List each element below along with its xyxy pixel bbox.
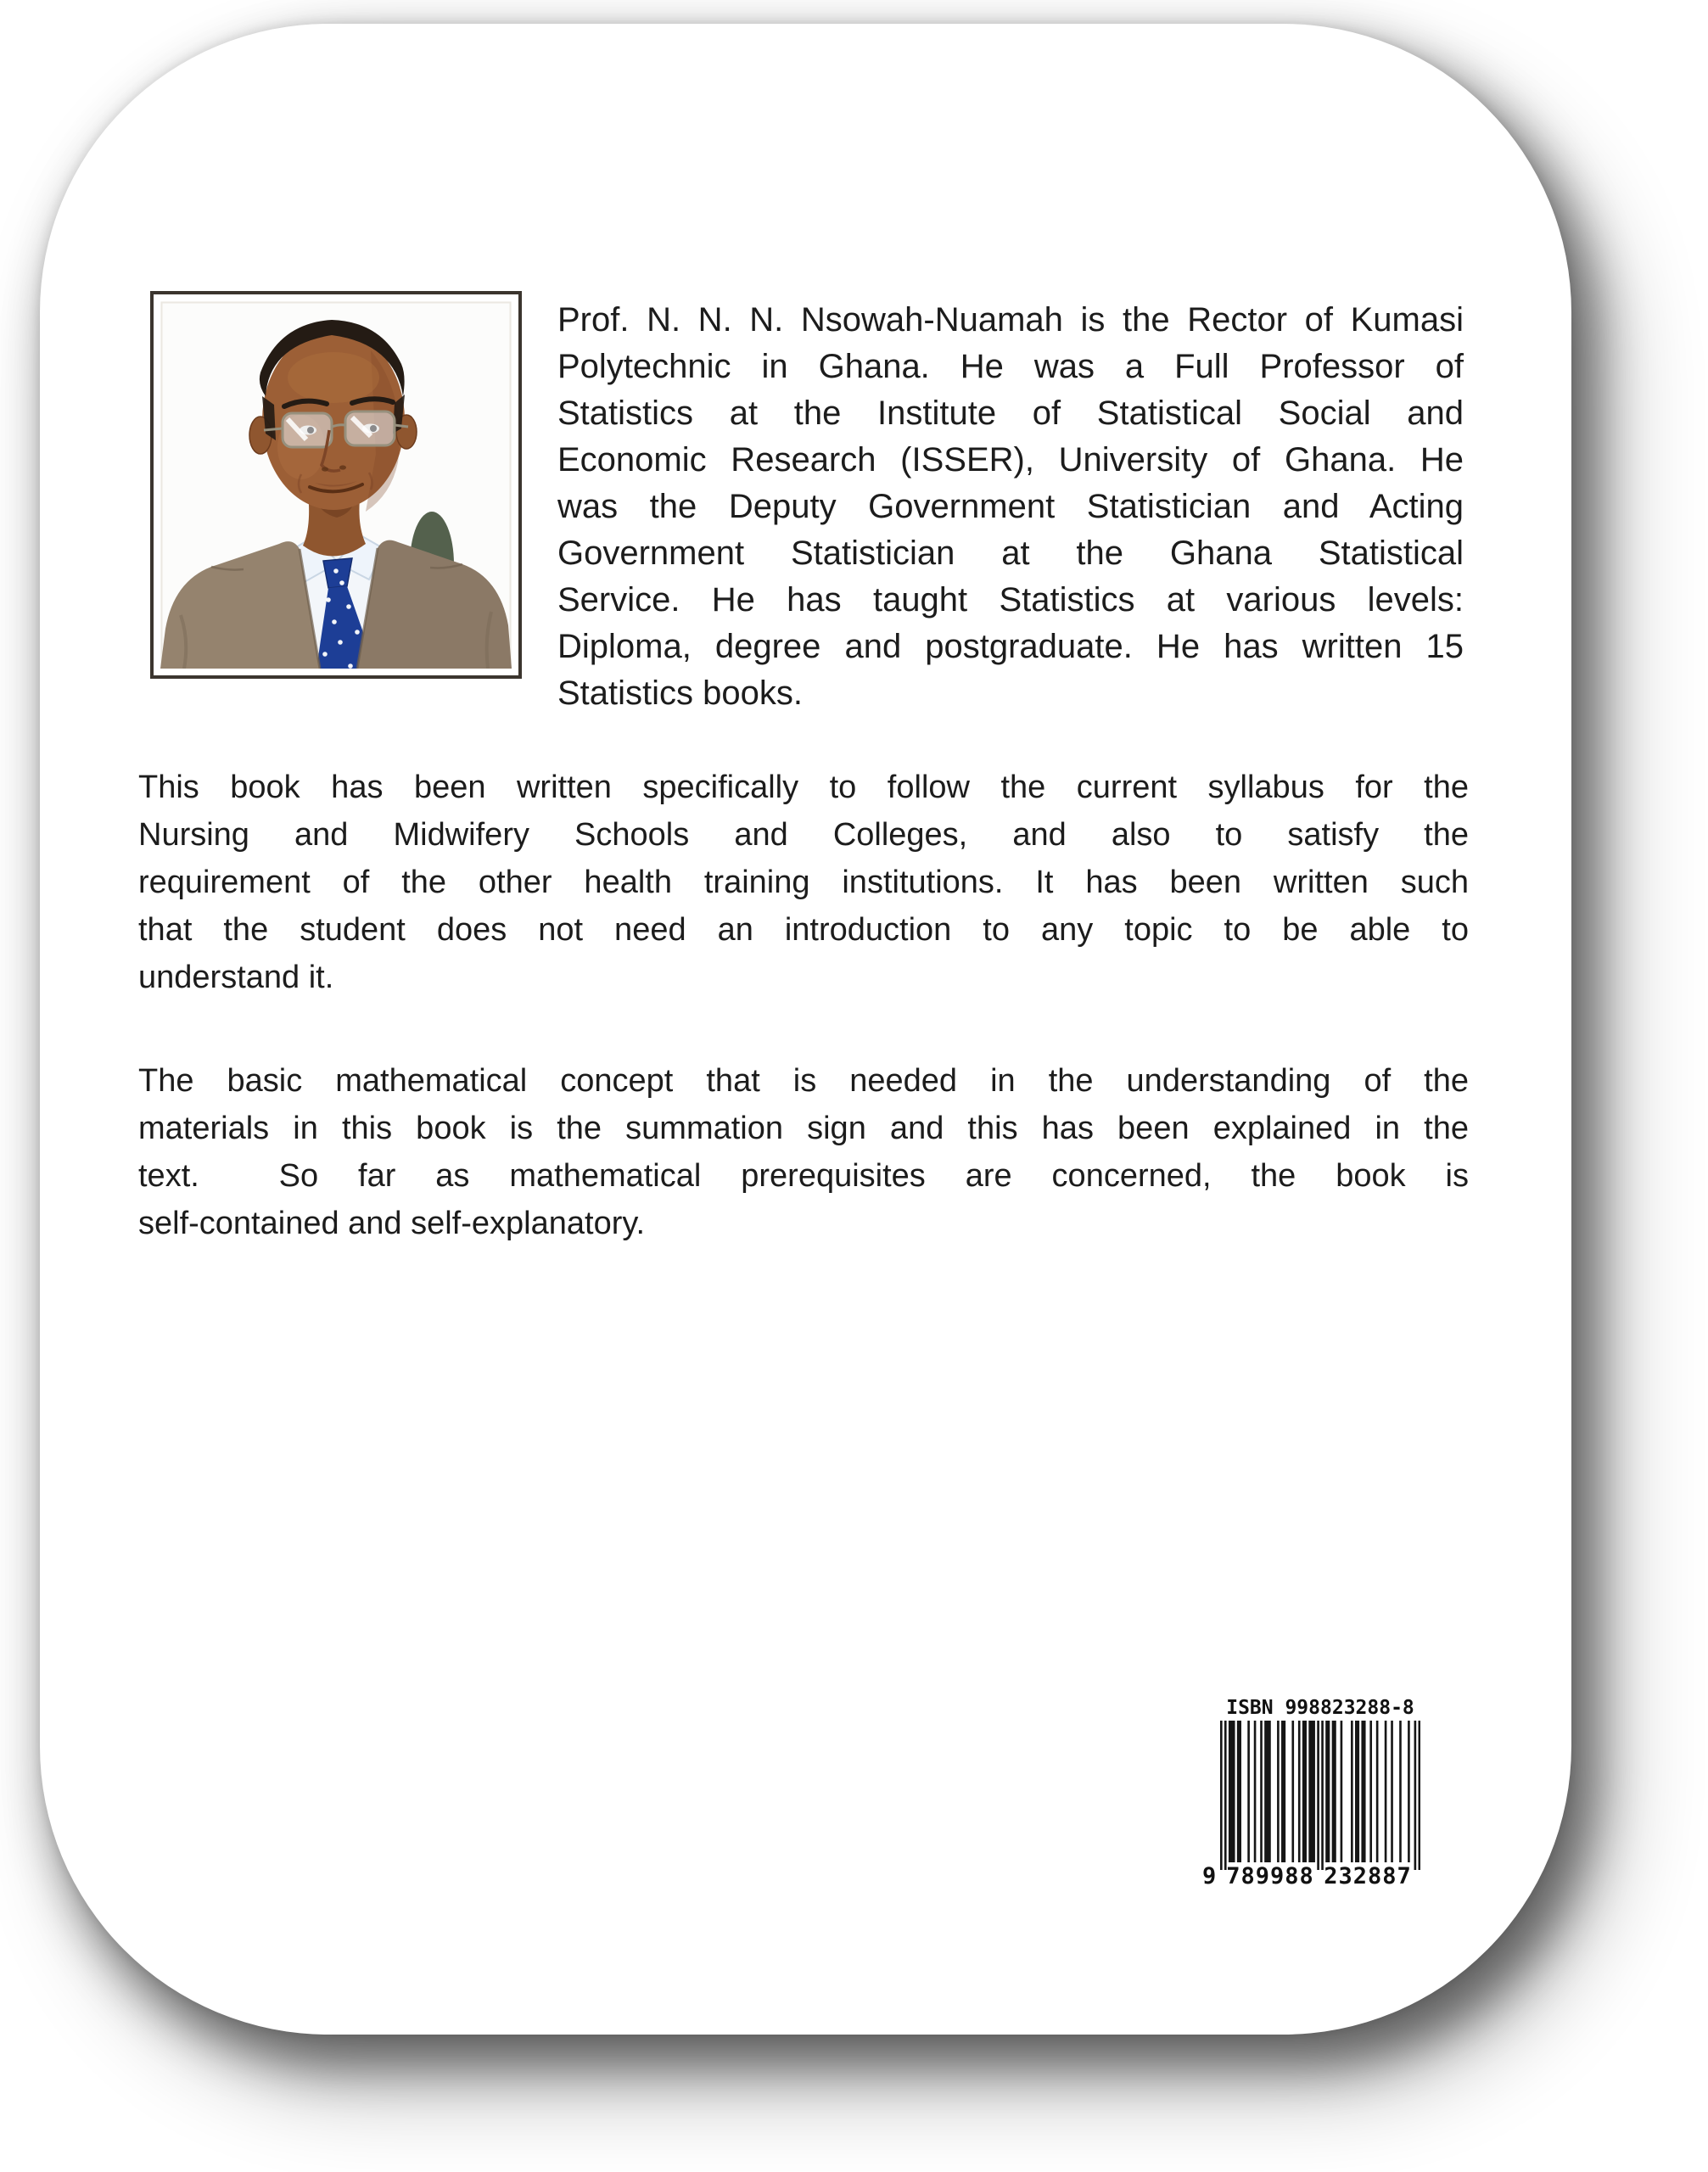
paragraph-book-purpose — [138, 764, 1469, 1001]
barcode-bar — [1321, 1721, 1324, 1870]
book-back-cover-card — [40, 24, 1571, 2035]
barcode-bar — [1302, 1721, 1307, 1862]
barcode-bar — [1277, 1721, 1280, 1862]
barcode-bar — [1414, 1721, 1417, 1870]
text-line: self-contained and self-explanatory. — [138, 1206, 646, 1241]
ean-left-group: 789988 — [1226, 1863, 1314, 1889]
barcode-bar — [1247, 1721, 1250, 1862]
barcode-bar — [1361, 1721, 1365, 1862]
text-line: Polytechnic in Ghana. He was a Full Professor of — [557, 348, 1464, 385]
text-line: Prof. N. N. N. Nsowah-Nuamah is the Rector of Kumasi — [557, 301, 1464, 339]
text-line: text. So far as mathematical prerequisites are concerned, the book is — [138, 1158, 1469, 1194]
text-line: The basic mathematical concept that is needed in the understanding of the — [138, 1063, 1469, 1099]
author-bio — [557, 297, 1464, 717]
barcode-bar — [1317, 1721, 1319, 1870]
ean-right-group: 232887 — [1324, 1863, 1412, 1889]
barcode-bar — [1254, 1721, 1257, 1862]
barcode-bar — [1355, 1721, 1359, 1862]
text-line: Statistics at the Institute of Statistical Social and — [557, 395, 1464, 432]
barcode-bar — [1399, 1721, 1402, 1862]
barcode-bar — [1281, 1721, 1285, 1862]
text-line: materials in this book is the summation sign and this has been explained in the — [138, 1111, 1469, 1146]
text-line: Government Statistician at the Ghana Statistical — [557, 535, 1464, 572]
barcode-bar — [1385, 1721, 1387, 1862]
barcode-bar — [1298, 1721, 1301, 1862]
text-line: Service. He has taught Statistics at various levels: — [557, 581, 1464, 619]
barcode-bar — [1291, 1721, 1294, 1862]
barcode-bar — [1237, 1721, 1241, 1862]
text-line: Nursing and Midwifery Schools and Colleges, and also to satisfy the — [138, 817, 1469, 853]
barcode-bar — [1408, 1721, 1410, 1862]
barcode-bar — [1332, 1721, 1336, 1862]
author-photo — [160, 301, 512, 669]
text-line: This book has been written specifically to follow the current syllabus for the — [138, 770, 1469, 805]
barcode-bar — [1229, 1721, 1235, 1862]
barcode-bar — [1369, 1721, 1372, 1862]
barcode-bar — [1260, 1721, 1263, 1862]
barcode-bar — [1224, 1721, 1227, 1870]
ean-first-digit: 9 — [1202, 1863, 1218, 1889]
paragraph-math-prerequisites — [138, 1057, 1469, 1247]
text-line: Statistics books. — [557, 675, 804, 712]
barcode-bar — [1391, 1721, 1393, 1862]
barcode-bar — [1308, 1721, 1315, 1862]
barcode-bar — [1341, 1721, 1343, 1862]
barcode-bar — [1351, 1721, 1353, 1862]
text-line: understand it. — [138, 960, 334, 995]
barcode-bar — [1220, 1721, 1223, 1870]
author-photo-frame — [150, 291, 522, 679]
barcode-bar — [1376, 1721, 1379, 1862]
barcode-bar — [1325, 1721, 1330, 1862]
barcode-bars — [1220, 1721, 1420, 1870]
text-line: Diploma, degree and postgraduate. He has written 15 — [557, 628, 1464, 665]
barcode-bar — [1264, 1721, 1271, 1862]
isbn-barcode — [1202, 1697, 1433, 1907]
barcode-bar — [1419, 1721, 1420, 1870]
isbn-label: ISBN 998823288-8 — [1226, 1697, 1414, 1719]
text-line: requirement of the other health training institutions. It has been written such — [138, 865, 1469, 900]
text-line: was the Deputy Government Statistician and Acting — [557, 488, 1464, 525]
text-line: Economic Research (ISSER), University of Ghana. He — [557, 441, 1464, 479]
text-line: that the student does not need an introduction to any topic to be able to — [138, 912, 1469, 948]
